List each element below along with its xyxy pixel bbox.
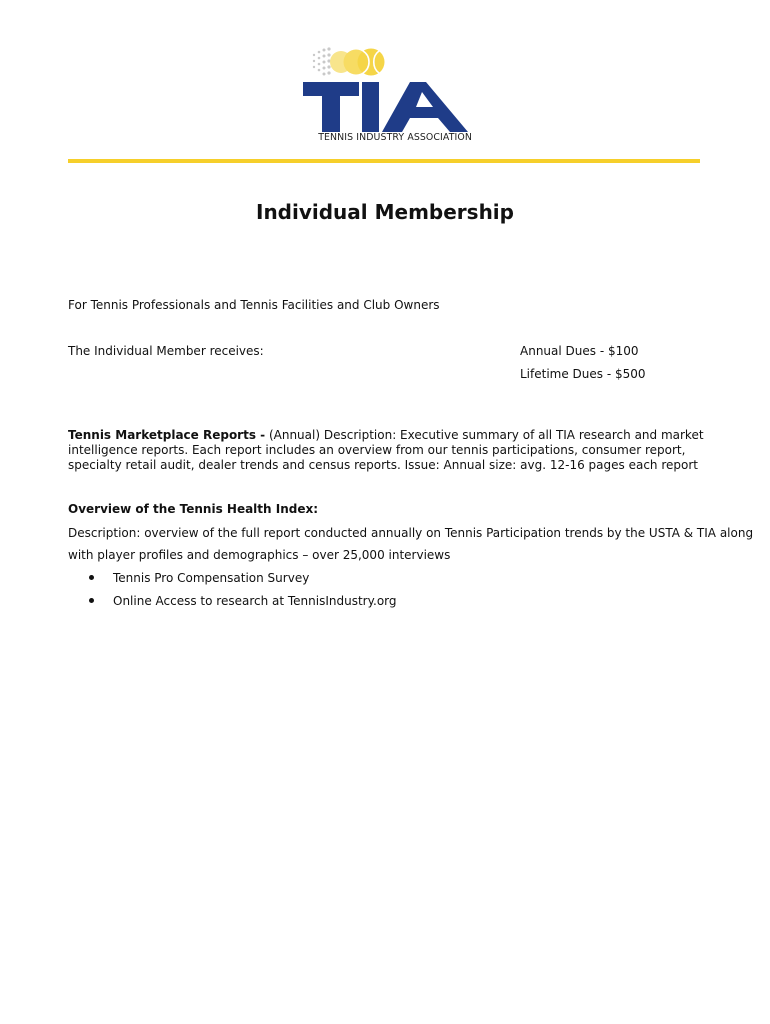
reports-text-1: (Annual) Description: Executive summary of all TIA research and market: [265, 428, 704, 442]
audience-text: For Tennis Professionals and Tennis Facilities and Club Owners: [68, 298, 440, 312]
tia-logo-mark: [300, 44, 472, 134]
health-index-description-2: with player profiles and demographics – over 25,000 interviews: [68, 548, 451, 562]
member-receives-label: The Individual Member receives:: [68, 344, 264, 358]
logo-caption: TENNIS INDUSTRY ASSOCIATION: [318, 132, 472, 143]
health-index-description-1: Description: overview of the full report conducted annually on Tennis Participation trends by the USTA & TIA along: [68, 526, 754, 540]
list-item-text: Tennis Pro Compensation Survey: [113, 571, 310, 585]
bullet-icon: [89, 598, 94, 603]
page-title: Individual Membership: [256, 200, 514, 224]
tia-logo: [300, 44, 472, 150]
health-index-heading: Overview of the Tennis Health Index:: [68, 502, 319, 516]
tennis-ball-icon: [330, 49, 385, 76]
lifetime-dues: Lifetime Dues - $500: [520, 367, 646, 381]
reports-heading: Tennis Marketplace Reports -: [68, 428, 266, 442]
benefits-list: [86, 571, 397, 617]
list-item: [86, 571, 397, 594]
reports-line-1: [68, 428, 708, 443]
accent-divider: [68, 159, 700, 163]
ball-trail-dots: [313, 47, 331, 75]
marketplace-reports-paragraph: [68, 428, 708, 473]
reports-line-2: intelligence reports. Each report includes an overview from our tennis participations, consumer report,: [68, 443, 686, 457]
list-item: [86, 594, 397, 617]
reports-line-3: specialty retail audit, dealer trends and census reports. Issue: Annual size: avg. 12-16 pages each report: [68, 458, 698, 472]
annual-dues: Annual Dues - $100: [520, 344, 639, 358]
list-item-text: Online Access to research at TennisIndustry.org: [113, 594, 397, 608]
bullet-icon: [89, 575, 94, 580]
tia-letters: [303, 82, 468, 132]
